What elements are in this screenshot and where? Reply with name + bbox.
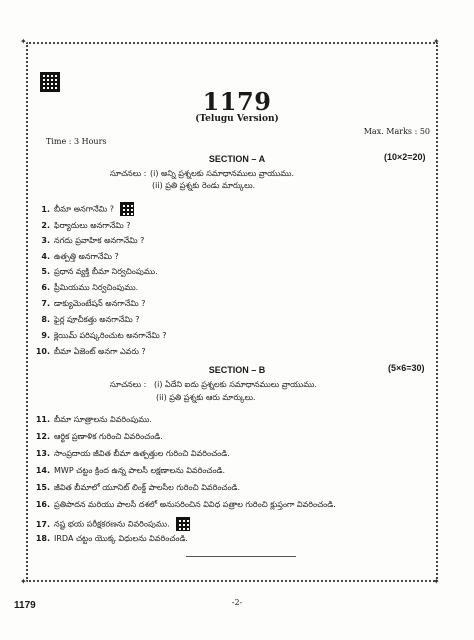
- section-a-note-label: సూచనలు :: [110, 169, 147, 178]
- max-marks-label: Max. Marks : 50: [363, 127, 430, 136]
- section-b-note-label: సూచనలు :: [110, 380, 147, 389]
- section-a-heading: SECTION – A: [208, 154, 266, 164]
- question-item: 3. నగదు ప్రవాహిక అనగానేమి ?: [41, 236, 145, 245]
- footer-page-number: -2-: [231, 598, 243, 607]
- question-item: 9. క్లెయిమ్ పరిష్కరించుట అనగానేమి ?: [41, 331, 167, 340]
- footer-paper-code: 1179: [14, 600, 36, 611]
- section-b-note-1: (i) ఏదేని ఐదు ప్రశ్నలకు సమాధానములు వ్రాయుము.: [154, 380, 317, 389]
- question-item: 16. ప్రతిపాదన మరియు పాలసీ దశలో అనుసరించిన వివిధ పత్రాల గురించి క్లుప్తంగా వివరించండి.: [35, 500, 336, 509]
- section-a-note-1: (i) అన్ని ప్రశ్నలకు సమాధానములు వ్రాయుము.: [150, 169, 294, 178]
- question-item: 14. MWP చట్టం క్రింద ఉన్న పాలసీ లక్షణాలను వివరించండి.: [35, 466, 225, 475]
- section-b-heading: SECTION – B: [208, 365, 266, 375]
- section-b-note-2: (ii) ప్రతి ప్రశ్నకు ఆరు మార్కులు.: [156, 393, 256, 402]
- question-item: 11. బీమా సూత్రాలను వివరింపుము.: [35, 415, 152, 424]
- border-ornament-icon: ✦: [20, 37, 27, 46]
- question-item: 7. డాక్యుమెంటేషన్ అనగానేమి ?: [41, 299, 146, 308]
- question-item: 13. సాంప్రదాయ జీవిత బీమా ఉత్పత్తుల గురించి వివరించండి.: [35, 449, 230, 458]
- question-item: 4. ఉత్పత్తి అనగానేమి ?: [41, 252, 119, 261]
- paper-code-title: 1179: [202, 87, 272, 116]
- question-item: 18. IRDA చట్టం యొక్క విధులను వివరించండి.: [35, 534, 188, 543]
- question-item: 10. బీమా ఏజెంట్ అనగా ఎవరు ?: [35, 347, 146, 356]
- qr-code-icon: [176, 517, 190, 531]
- border-ornament-icon: ✦: [433, 577, 440, 586]
- section-a-marks: (10×2=20): [384, 152, 426, 162]
- border-ornament-icon: ✦: [433, 37, 440, 46]
- time-label: Time : 3 Hours: [46, 137, 107, 146]
- qr-code-icon: [120, 202, 134, 216]
- border-ornament-icon: ✦: [20, 577, 27, 586]
- question-item: 12. ఆర్థిక ప్రణాళిక గురించి వివరించండి.: [35, 432, 163, 441]
- question-item: 8. ఫైర్ల పూచీకత్తు అనగానేమి ?: [41, 315, 140, 324]
- section-a-note-2: (ii) ప్రతి ప్రశ్నకు రెండు మార్కులు.: [152, 181, 256, 190]
- end-divider: [186, 556, 296, 557]
- question-item: 2. ఫిర్యాదులు అనగానేమి ?: [41, 221, 131, 230]
- question-item: 15. జీవిత బీమాలో యూనిట్ లింక్డ్ పాలసీల గురించి వివరించండి.: [35, 483, 240, 492]
- question-item: 1. బీమా అనగానేమి ?: [34, 202, 134, 216]
- version-subtitle: (Telugu Version): [195, 114, 279, 124]
- section-b-marks: (5×6=30): [388, 363, 425, 373]
- question-item: 17. నష్ట భయ పరీక్షకరణను వివరింపుము.: [34, 517, 190, 531]
- question-item: 5. ప్రధాన వ్యక్తి బీమా నిర్వచింపుము.: [41, 267, 158, 276]
- question-item: 6. ప్రీమియము నిర్వచింపుము.: [41, 283, 139, 292]
